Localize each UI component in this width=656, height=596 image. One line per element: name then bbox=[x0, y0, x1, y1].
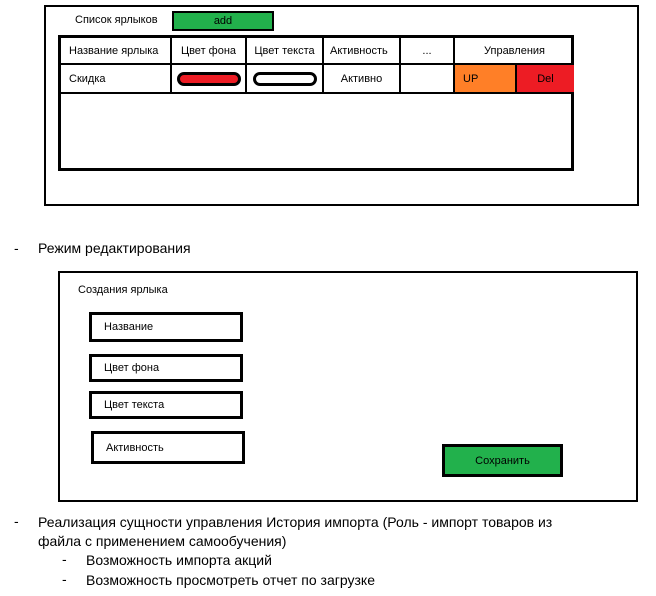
bg-color-field[interactable]: Цвет фона bbox=[89, 354, 243, 382]
row-more-cell bbox=[401, 65, 455, 94]
text-color-swatch[interactable] bbox=[253, 72, 317, 86]
import-history-description: Реализация сущности управления История импорта (Роль - импорт товаров из файла с применением самообучения) bbox=[38, 514, 553, 549]
column-header-activity: Активность bbox=[324, 38, 401, 65]
bullet-dash: - bbox=[14, 240, 19, 256]
bullet-dash: - bbox=[62, 551, 67, 567]
row-bg-color-cell bbox=[172, 65, 247, 94]
column-header-more: ... bbox=[401, 38, 455, 65]
column-header-text-color: Цвет текста bbox=[247, 38, 324, 65]
activity-field[interactable]: Активность bbox=[91, 431, 245, 464]
labels-list-title: Список ярлыков bbox=[75, 14, 158, 26]
row-name: Скидка bbox=[61, 65, 172, 94]
bg-color-swatch[interactable] bbox=[177, 72, 241, 86]
create-label-title: Создания ярлыка bbox=[78, 284, 168, 296]
up-button[interactable]: UP bbox=[455, 65, 517, 94]
sub-item-import-promotions: Возможность импорта акций bbox=[86, 552, 272, 568]
name-field[interactable]: Название bbox=[89, 312, 243, 342]
save-button[interactable]: Сохранить bbox=[442, 444, 563, 477]
bullet-dash: - bbox=[14, 513, 19, 529]
labels-table bbox=[58, 35, 574, 171]
row-status: Активно bbox=[324, 65, 401, 94]
sub-item-view-report: Возможность просмотреть отчет по загрузке bbox=[86, 572, 375, 588]
text-color-field[interactable]: Цвет текста bbox=[89, 391, 243, 419]
edit-mode-heading: Режим редактирования bbox=[38, 240, 191, 256]
bullet-dash: - bbox=[62, 571, 67, 587]
column-header-controls: Управления bbox=[455, 38, 574, 65]
column-header-bg-color: Цвет фона bbox=[172, 38, 247, 65]
add-button[interactable]: add bbox=[172, 11, 274, 31]
del-button[interactable]: Del bbox=[517, 65, 574, 94]
column-header-name: Название ярлыка bbox=[61, 38, 172, 65]
row-text-color-cell bbox=[247, 65, 324, 94]
